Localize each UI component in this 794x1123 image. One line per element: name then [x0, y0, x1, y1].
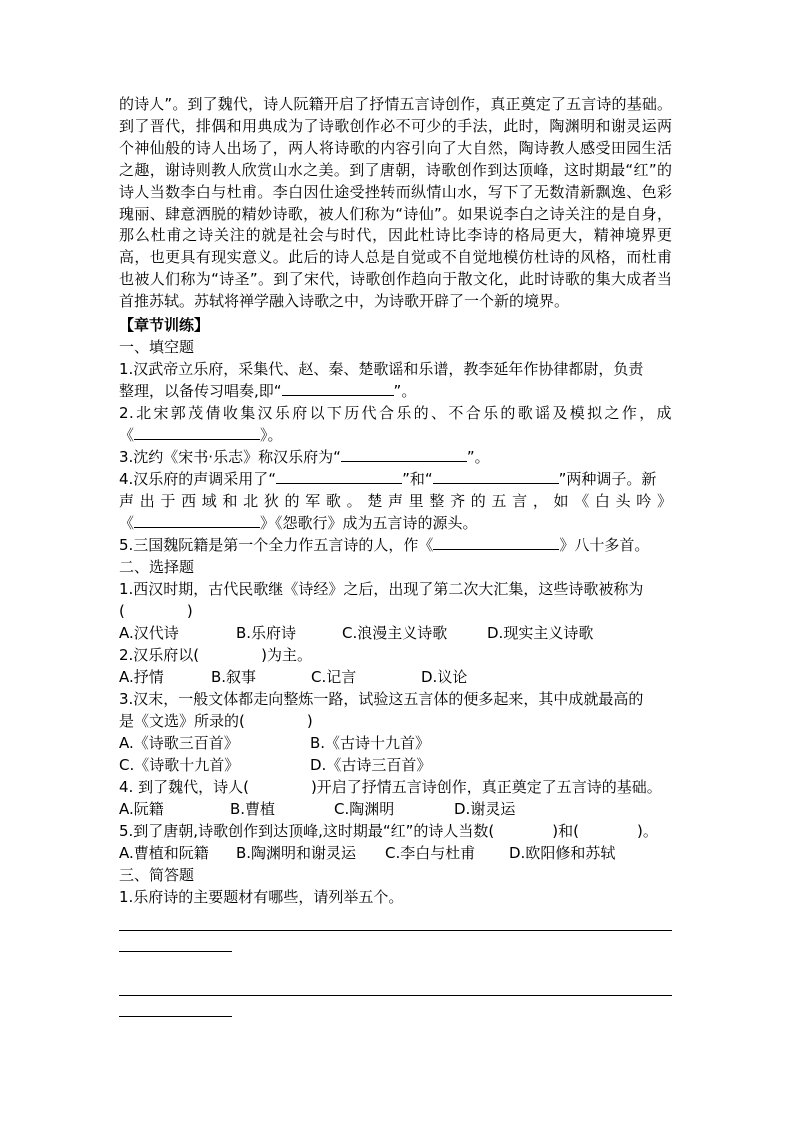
option-a[interactable]: A.阮籍: [119, 800, 164, 819]
fill-q5-end: 》八十多首。: [559, 536, 650, 555]
fill-q4-text: 4.汉乐府的声调采用了“: [119, 470, 277, 489]
fill-blank-heading: 一、填空题: [119, 338, 195, 357]
choice-q5-options: [119, 842, 672, 864]
fill-q4-end: ”两种调子。新: [558, 470, 657, 489]
choice-q4-options: [119, 798, 672, 820]
paren-open: (: [119, 602, 125, 621]
answer-line[interactable]: [119, 1016, 232, 1017]
option-c[interactable]: C.陶渊明: [334, 800, 395, 819]
option-c[interactable]: C.浪漫主义诗歌: [342, 624, 448, 643]
fill-q3-text: 3.沈约《宋书·乐志》称汉乐府为“: [119, 448, 341, 467]
fill-q1-text: 整理，以备传习唱奏,即“: [119, 382, 282, 401]
answer-blank[interactable]: [433, 535, 559, 550]
choice-q4-end: )开启了抒情五言诗创作，真正奠定了五言诗的基础。: [310, 778, 662, 797]
fill-q4-line3: [119, 512, 672, 534]
option-c[interactable]: C.记言: [311, 668, 357, 687]
choice-heading: 二、选择题: [119, 558, 195, 577]
option-a[interactable]: A.《诗歌三百首》: [119, 734, 239, 753]
answer-blank[interactable]: [433, 469, 559, 484]
fill-q1-line1: 1.汉武帝立乐府，采集代、赵、秦、楚歌谣和乐谱，教李延年作协律都尉，负责: [119, 360, 644, 379]
intro-paragraph: 的诗人”。到了魏代，诗人阮籍开启了抒情五言诗创作，真正奠定了五言诗的基础。到了晋代，排偶和用典成为了诗歌创作必不可少的手法，此时，陶渊明和谢灵运两个神仙般的诗人出场了，两人将诗歌的内容引向了大自然，陶诗教人感受田园生活之趣，谢诗则教人欣赏山水之美。到了唐朝，诗歌创作到达顶峰，这时期最“红”的诗人当数李白与杜甫。李白因仕途受挫转而纵情山水，写下了无数清新飘逸、色彩瑰丽、肆意洒脱的精妙诗歌，被人们称为“诗仙”。如果说李白之诗关注的是自身，那么杜甫之诗关注的就是社会与时代，因此杜诗比李诗的格局更大，精神境界更高，也更具有现实意义。此后的诗人总是自觉或不自觉地模仿杜诗的风格，而杜甫也被人们称为“诗圣”。到了宋代，诗歌创作趋向于散文化，此时诗歌的集大成者当首推苏轼。苏轼将禅学融入诗歌之中，为诗歌开辟了一个新的境界。: [119, 95, 672, 311]
choice-q3-options-row2: [119, 754, 672, 776]
choice-q1-options: [119, 622, 672, 644]
option-b[interactable]: B.《古诗十九首》: [310, 734, 431, 753]
fill-q4-end3: 》《怨歌行》成为五言诗的源头。: [260, 514, 478, 533]
fill-q2-line2: [119, 424, 672, 446]
fill-q5-text: 5.三国魏阮籍是第一个全力作五言诗的人，作《: [119, 536, 434, 555]
answer-blank[interactable]: [276, 469, 402, 484]
choice-q2-end: )为主。: [261, 646, 313, 665]
option-d[interactable]: D.现实主义诗歌: [487, 624, 594, 643]
answer-blank[interactable]: [341, 447, 467, 462]
fill-q4-text3: 《: [119, 514, 135, 533]
choice-q5-text: 5.到了唐朝,诗歌创作到达顶峰,这时期最“红”的诗人当数(: [119, 822, 495, 841]
fill-q2-line1: 2.北宋郭茂倩收集汉乐府以下历代合乐的、不合乐的歌谣及模拟之作，成: [119, 404, 672, 423]
option-c[interactable]: C.《诗歌十九首》: [119, 756, 240, 775]
fill-q1-line2: [119, 380, 672, 402]
answer-blank[interactable]: [134, 425, 260, 440]
paren-close: ): [186, 602, 193, 621]
section-title: 【章节训练】: [119, 316, 210, 335]
document-page: [119, 94, 672, 1017]
choice-q2-text: 2.汉乐府以(: [119, 646, 200, 665]
choice-q1-line2: [119, 600, 672, 622]
fill-q4-mid: ”和“: [402, 470, 433, 489]
fill-q2-text: 《: [119, 426, 135, 445]
choice-q5: [119, 820, 672, 842]
choice-q5-mid: )和(: [552, 822, 579, 841]
option-b[interactable]: B.曹植: [230, 800, 276, 819]
short-q1: 1.乐府诗的主要题材有哪些，请列举五个。: [119, 888, 404, 907]
choice-q1-line1: 1.西汉时期，古代民歌继《诗经》之后，出现了第二次大汇集，这些诗歌被称为: [119, 580, 644, 599]
option-c[interactable]: C.李白与杜甫: [385, 844, 476, 863]
paren-close: ): [306, 712, 313, 731]
option-d[interactable]: D.议论: [421, 668, 468, 687]
fill-q3-end: ”。: [466, 448, 490, 467]
option-a[interactable]: A.汉代诗: [119, 624, 179, 643]
option-b[interactable]: B.叙事: [211, 668, 257, 687]
fill-q3: [119, 446, 672, 468]
choice-q2-options: [119, 666, 672, 688]
option-a[interactable]: A.曹植和阮籍: [119, 844, 209, 863]
choice-q3-options-row1: [119, 732, 672, 754]
option-d[interactable]: D.欧阳修和苏轼: [509, 844, 616, 863]
fill-q1-end: ”。: [393, 382, 417, 401]
choice-q3-line1: 3.汉末，一般文体都走向整炼一路，试验这五言体的便多起来，其中成就最高的: [119, 690, 644, 709]
option-d[interactable]: D.《古诗三百首》: [310, 756, 432, 775]
short-answer-heading: 三、简答题: [119, 866, 195, 885]
option-d[interactable]: D.谢灵运: [454, 800, 516, 819]
choice-q5-end: )。: [636, 822, 658, 841]
choice-q3-line2: [119, 710, 672, 732]
option-b[interactable]: B.乐府诗: [236, 624, 297, 643]
answer-blank[interactable]: [282, 381, 394, 396]
choice-q4-text: 4. 到了魏代，诗人(: [119, 778, 249, 797]
option-a[interactable]: A.抒情: [119, 668, 164, 687]
choice-q3-text: 是《文选》所录的(: [119, 712, 245, 731]
choice-q4: [119, 776, 672, 798]
fill-q4-line2: 声出于西域和北狄的军歌。楚声里整齐的五言，如《白头吟》: [119, 492, 672, 511]
fill-q5: [119, 534, 672, 556]
fill-q2-end: 》。: [260, 426, 283, 445]
fill-q4-line1: [119, 468, 672, 490]
answer-blank[interactable]: [134, 513, 260, 528]
option-b[interactable]: B.陶渊明和谢灵运: [236, 844, 357, 863]
choice-q2: [119, 644, 672, 666]
